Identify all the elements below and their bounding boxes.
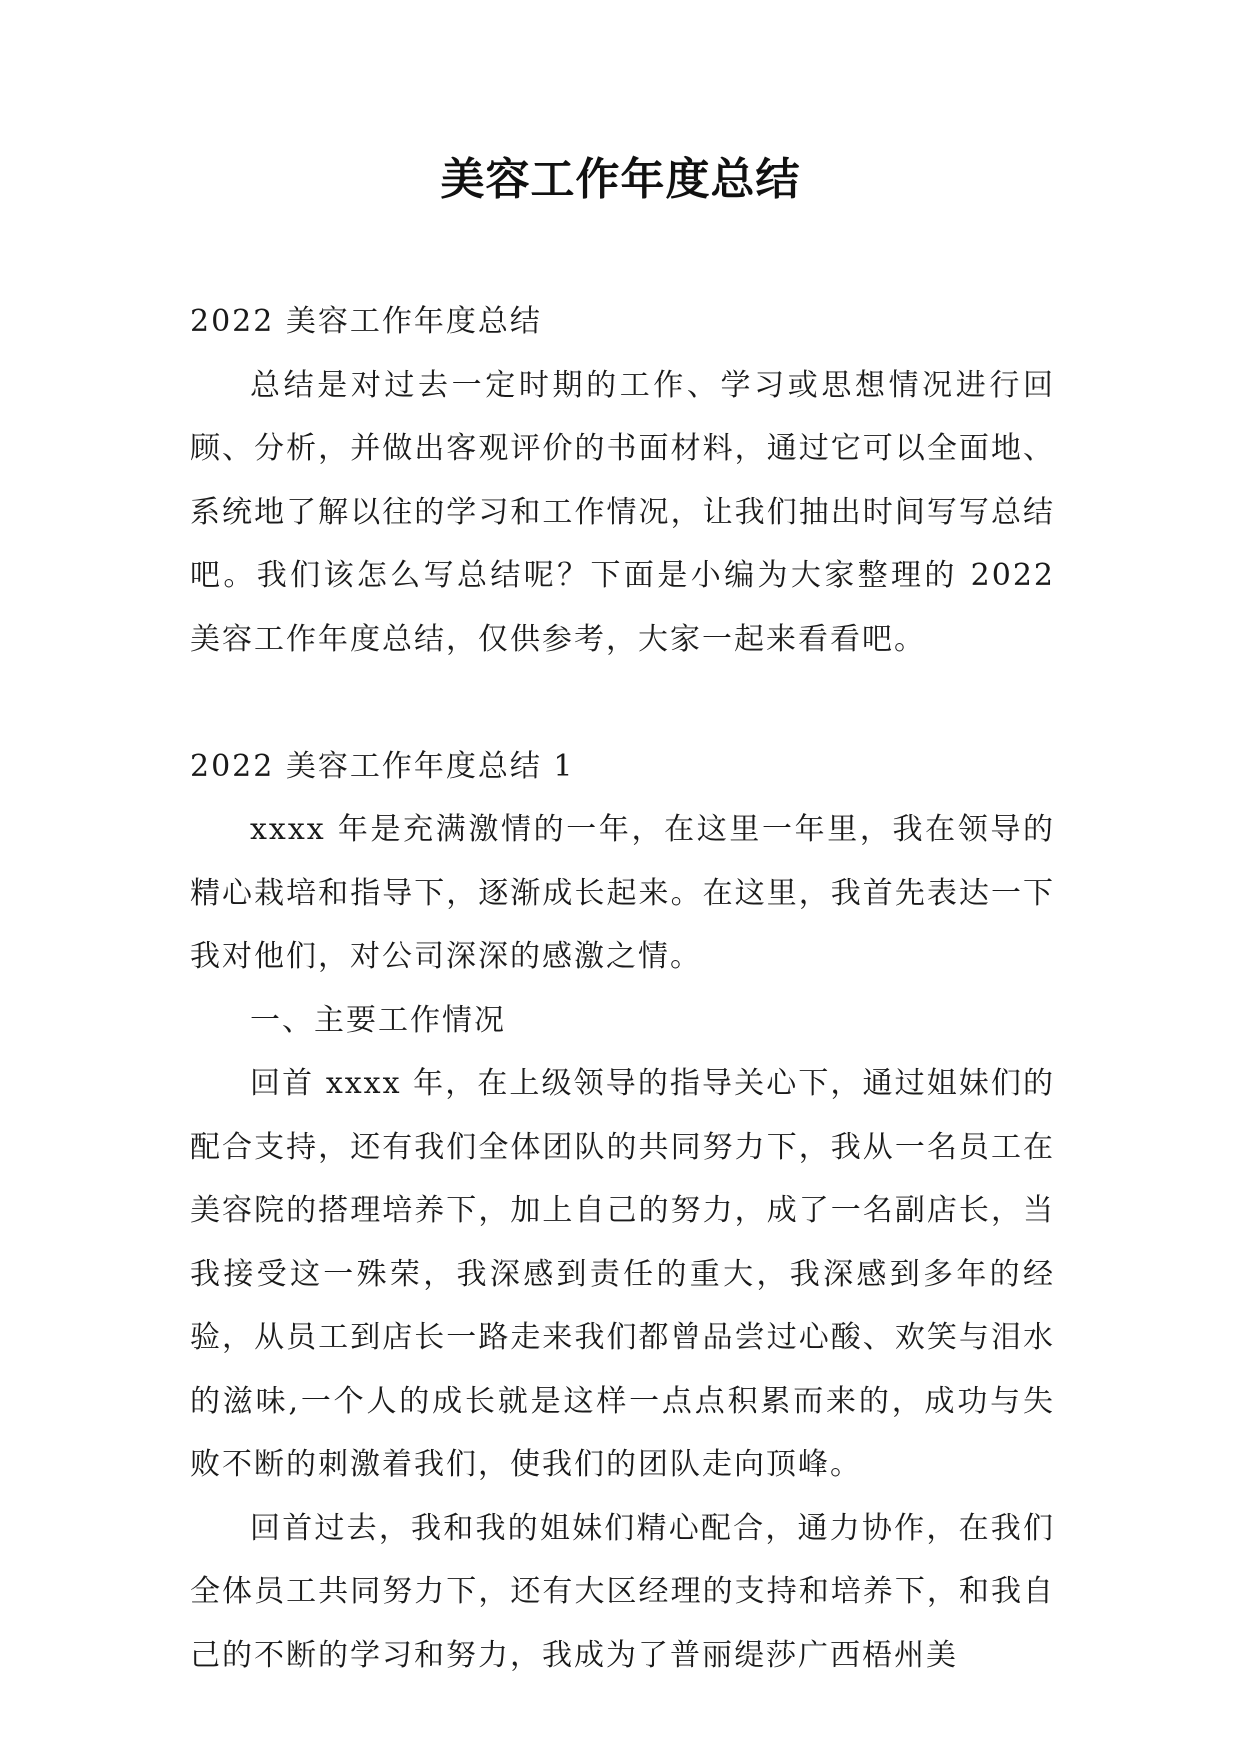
section-heading: 2022 美容工作年度总结 [190,304,542,339]
body-paragraph: 一、主要工作情况 [250,1002,506,1038]
section-heading: 2022 美容工作年度总结 1 [190,748,575,784]
document-body [190,290,1055,1687]
body-paragraph: 回首 xxxx 年，在上级领导的指导关心下，通过姐妹们的配合支持，还有我们全体团队的共同努力下，我从一名员工在美容院的搭理培养下，加上自己的努力，成了一名副店长，当我接受这一殊荣，我深感到责任的重大，我深感到多年的经验，从员工到店长一路走来我们都曾品尝过心酸、欢笑与泪水的滋味,一个人的成长就是这样一点点积累而来的，成功与失败不断的刺激着我们，使我们的团队走向顶峰。 [190,1066,1055,1482]
body-paragraph: xxxx 年是充满激情的一年，在这里一年里，我在领导的精心栽培和指导下，逐渐成长起来。在这里，我首先表达一下我对他们，对公司深深的感激之情。 [190,812,1055,974]
body-paragraph: 总结是对过去一定时期的工作、学习或思想情况进行回顾、分析，并做出客观评价的书面材料，通过它可以全面地、系统地了解以往的学习和工作情况，让我们抽出时间写写总结吧。我们该怎么写总结呢？下面是小编为大家整理的 2022 美容工作年度总结，仅供参考，大家一起来看看吧。 [190,367,1055,657]
body-paragraph: 回首过去，我和我的姐妹们精心配合，通力协作，在我们全体员工共同努力下，还有大区经理的支持和培养下，和我自己的不断的学习和努力，我成为了普丽缇莎广西梧州美 [190,1510,1055,1673]
document-title: 美容工作年度总结 [440,154,801,205]
paragraph-spacer [190,671,1055,735]
